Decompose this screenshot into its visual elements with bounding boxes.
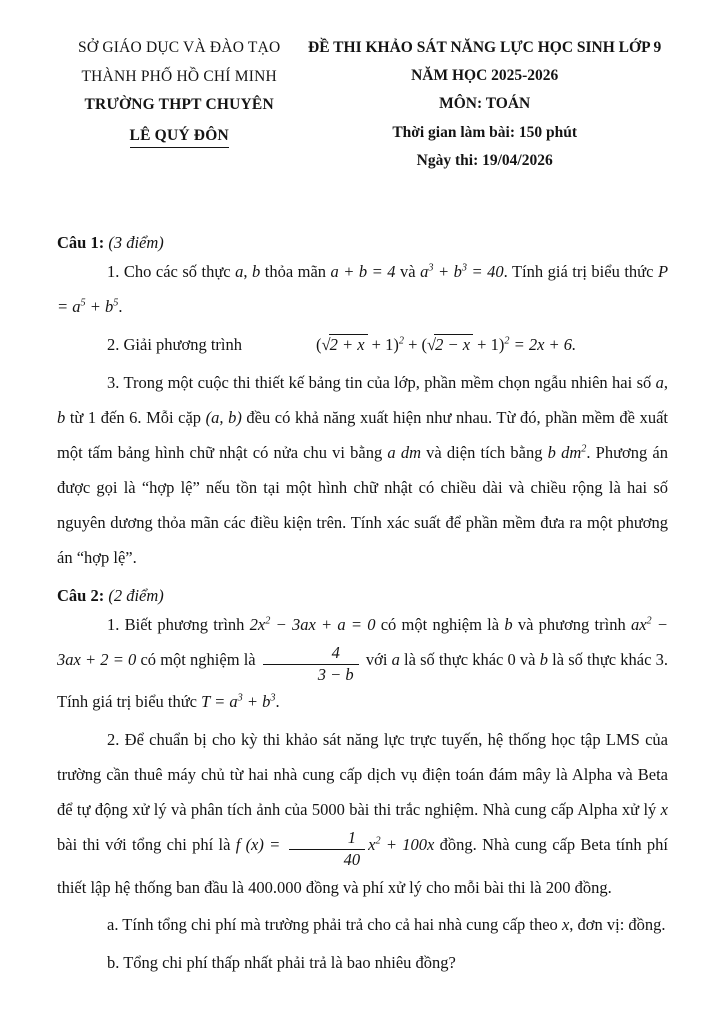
question-2-item-2b: b. Tổng chi phí thấp nhất phải trả là bao nhiêu đồng? [107, 953, 456, 973]
question-1-item-1: 1. Cho các số thực a, b thỏa mãn a + b = 4 và $a^3 + b^3 = 40$. Tính giá trị biểu thức $P = a^5 + b^5$. [57, 262, 669, 316]
question-2-item-2: 2. Để chuẩn bị cho kỳ thi khảo sát năng lực trực tuyến, hệ thống học tập LMS của trường cần thuê máy chủ từ hai nhà cung cấp dịch vụ điện toán đám mây là Alpha và Beta để tự động xử lý và phân tích ảnh của 5000 bài thi trắc nghiệm. Nhà cung cấp Alpha xử lý x bài thi với tổng chi phí là f (x) = $\frac{1}{40}$ $x^2 + 100x$ đồng. Nhà cung cấp Beta tính phí thiết lập hệ thống ban đầu là 400.000 đồng và phí xử lý cho mỗi bài thi là 200 đồng. [57, 730, 668, 897]
exam-body [57, 233, 668, 981]
question-1-item-3: 3. Trong một cuộc thi thiết kế bảng tin của lớp, phần mềm chọn ngẫu nhiên hai số a, b từ 1 đến 6. Mỗi cặp (a, b) đều có khả năng xuất hiện như nhau. Từ đó, phần mềm đề xuất một tấm bảng hình chữ nhật có nửa chu vi bằng a dm và diện tích bằng b $dm^2$. Phương án được gọi là “hợp lệ” nếu tồn tại một hình chữ nhật có chiều dài và chiều rộng là hai số nguyên dương thỏa mãn các điều kiện trên. Tính xác suất để phần mềm đưa ra một phương án “hợp lệ”. [57, 372, 668, 567]
question-1-label: Câu 1: [57, 233, 105, 253]
exam-header [57, 34, 668, 175]
question-1-item-2 [57, 328, 668, 363]
exam-duration: Thời gian làm bài: 150 phút [392, 123, 578, 141]
school-year: NĂM HỌC 2025-2026 [411, 67, 559, 85]
question-1-heading [57, 233, 668, 253]
equation-sqrt: $(√2 + x + 1)^2 + (√2 - x + 1)^2 = 2x + 6$. [316, 334, 577, 354]
exam-title: ĐỀ THI KHẢO SÁT NĂNG LỰC HỌC SINH LỚP 9 [308, 39, 662, 56]
school-name-line1: TRƯỜNG THPT CHUYÊN [84, 96, 274, 114]
question-2-item-1: 1. Biết phương trình $2x^2 - 3ax + a = 0$ có một nghiệm là b và phương trình $ax^2 - 3ax + 2 = 0$ có một nghiệm là $\frac{4}{3 - b}$ với a là số thực khác 0 và b là số thực khác 3. Tính giá trị biểu thức $T = a^3 + b^3$. [57, 614, 668, 712]
subject-name: MÔN: TOÁN [439, 95, 531, 113]
exam-date: Ngày thi: 19/04/2026 [416, 151, 553, 169]
header-right-block [301, 34, 668, 175]
question-2-label: Câu 2: [57, 585, 105, 605]
question-1-points: (3 điểm) [108, 233, 164, 253]
department-name-line2: THÀNH PHỐ HỒ CHÍ MINH [81, 67, 277, 85]
header-left-block [57, 34, 301, 151]
department-name-line1: SỞ GIÁO DỤC VÀ ĐÀO TẠO [78, 39, 281, 56]
school-name-line2: LÊ QUÝ ĐÔN [130, 126, 229, 148]
question-2-heading [57, 586, 668, 606]
question-2-item-2a: a. Tính tổng chi phí mà trường phải trả cho cả hai nhà cung cấp theo x, đơn vị: đồng. [107, 915, 666, 935]
question-2-points: (2 điểm) [108, 585, 164, 605]
question-1-item-2-label: 2. Giải phương trình [107, 334, 242, 354]
